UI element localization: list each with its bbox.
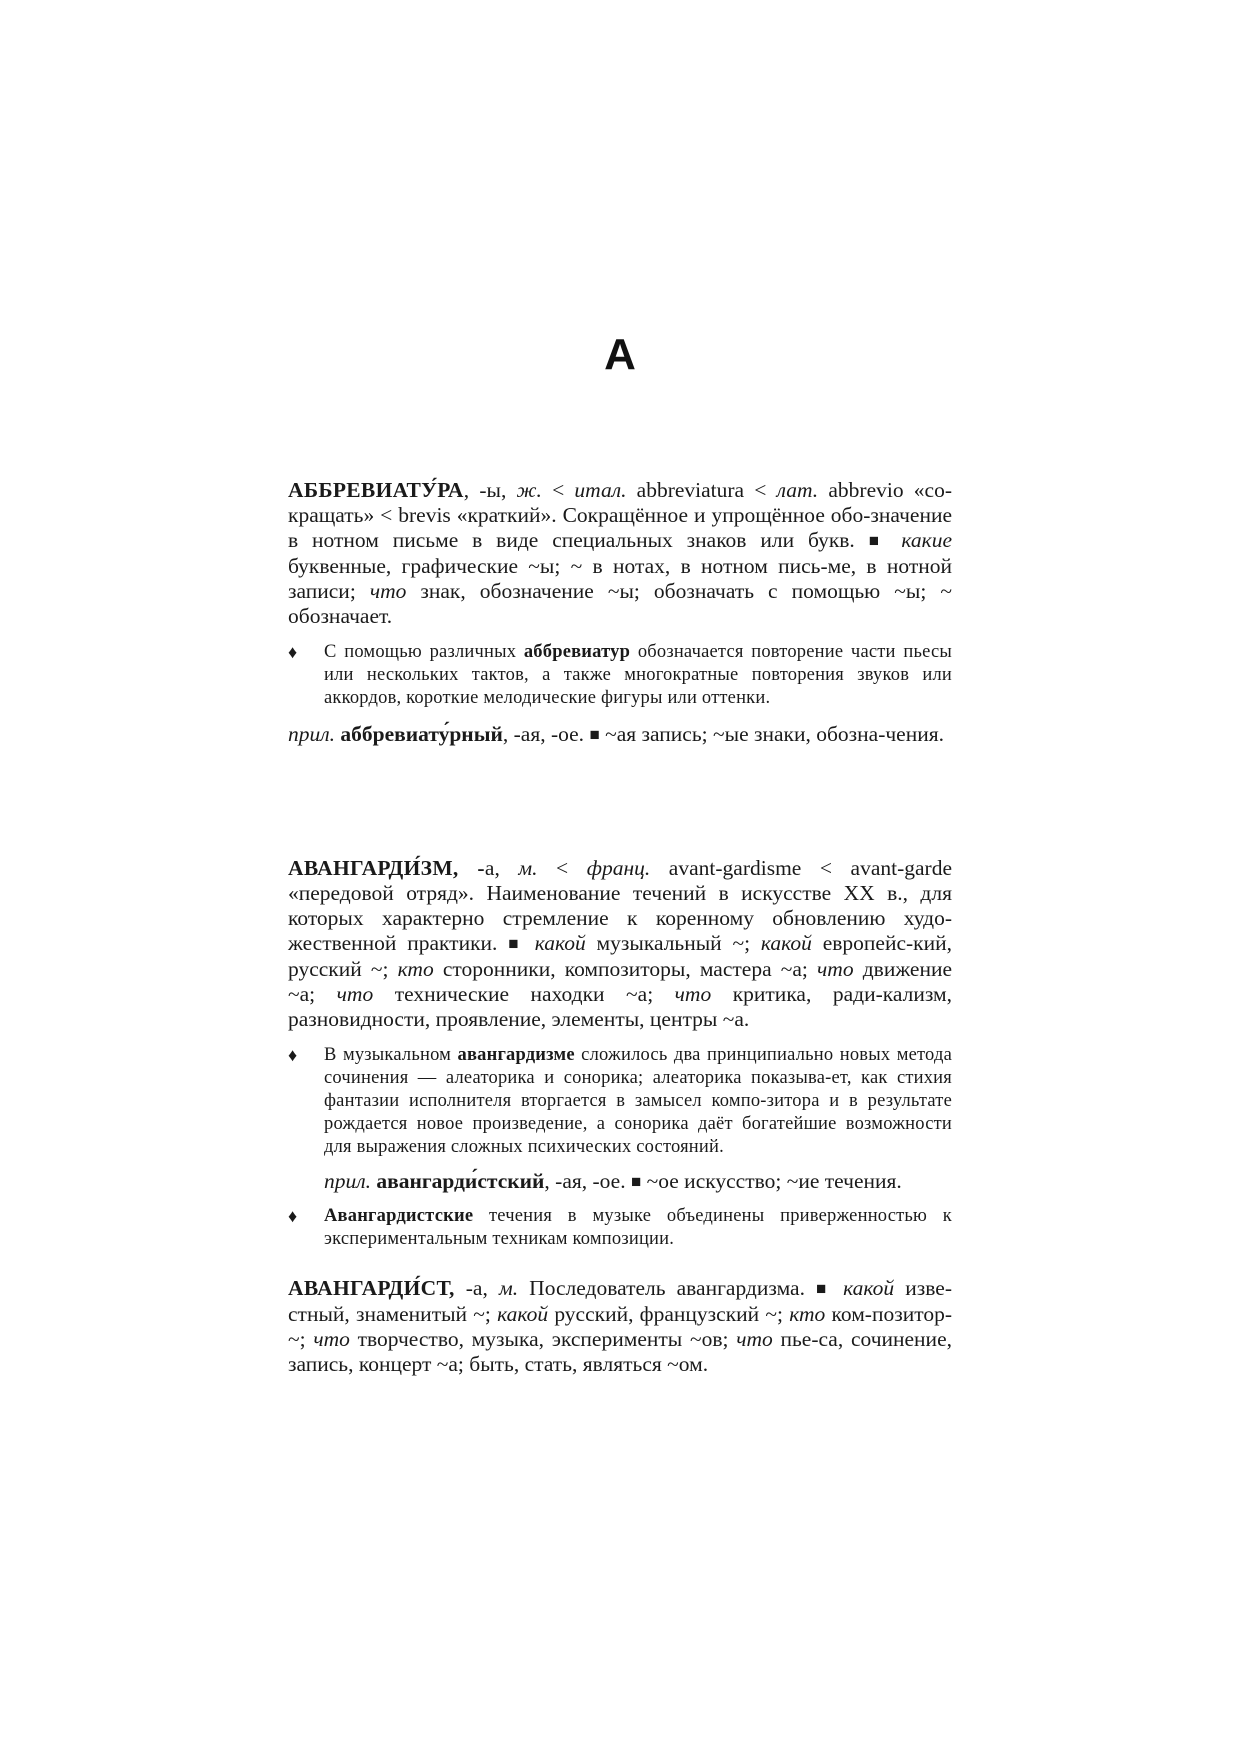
collocation-square-icon: ■ (868, 531, 888, 550)
grammar: , -ая, -ое. (502, 722, 590, 746)
etymology: abbreviatura < (626, 478, 777, 502)
pos-label: прил. (288, 722, 335, 746)
collocation-label: какие (901, 528, 952, 552)
gender-label: ж. (516, 478, 542, 502)
language-label: франц. (586, 856, 651, 880)
derived-word: аббревиату́рный (340, 722, 503, 746)
collocation-text: музыкальный ~; (585, 931, 761, 955)
collocation-label: какой (497, 1302, 549, 1326)
headword: АВАНГАРДИ́СТ, (288, 1276, 455, 1300)
usage-example (288, 1044, 952, 1159)
collocation-label: какой (534, 931, 586, 955)
headword: АББРЕВИАТУ́РА (288, 478, 464, 502)
collocation-text: критика, ради-кализм, разновидности, проявление, элементы, центры ~а. (288, 982, 952, 1031)
example-keyword: авангардизме (457, 1045, 575, 1065)
example-keyword: Авангардистские (324, 1206, 474, 1226)
gender-label: м. (498, 1276, 519, 1300)
collocation-label: какой (760, 931, 812, 955)
definition-text: Последователь авангардизма. (518, 1276, 817, 1300)
section-letter: А (604, 330, 636, 379)
collocation-square-icon: ■ (589, 725, 600, 744)
example-keyword: аббревиатур (523, 642, 631, 662)
derived-word: авангарди́стский (376, 1169, 545, 1193)
etymology-definition: abbrevio «со-кращать» < brevis «краткий». Сокращённое и упрощённое обо-значение в нотном письме в виде специальных знаков или букв. (288, 478, 953, 552)
example-text: В музыкальном (324, 1045, 458, 1065)
example-text: С помощью различных (324, 642, 524, 662)
pos-label: прил. (324, 1169, 371, 1193)
grammar: -а, (454, 1276, 499, 1300)
entry-avangardizm (288, 856, 952, 1251)
collocation-label: какой (843, 1276, 895, 1300)
entry-abbreviatura (288, 478, 952, 748)
usage-example (288, 641, 952, 710)
collocation-label: что (369, 579, 407, 603)
example-text: течения в музыке объединены приверженностью к экспериментальным техникам композиции. (324, 1206, 952, 1249)
example-text: сложилось два принципиально новых метода сочинения — алеаторика и сонорика; алеаторика показыва-ет, как стихия фантазии исполнителя вторгается в замысел компо-зитора и в результате рождается новое произведение, а сонорика даёт богатейшие возможности для выражения сложных психических состояний. (324, 1045, 952, 1157)
collocation-text: ком-позитор-~; (288, 1302, 952, 1351)
entry-definition (288, 478, 952, 629)
entry-definition (288, 856, 952, 1032)
usage-example (288, 1205, 952, 1251)
collocation-label: что (674, 982, 712, 1006)
collocation-text: ~ая запись; ~ые знаки, обозна-чения. (599, 722, 945, 746)
collocation-text: технические находки ~а; (373, 982, 675, 1006)
collocation-label: кто (789, 1302, 826, 1326)
language-label: лат. (776, 478, 819, 502)
collocation-text: сторонники, композиторы, мастера ~а; (433, 957, 818, 981)
collocation-square-icon: ■ (816, 1279, 833, 1298)
entry-definition (288, 1276, 952, 1377)
diamond-icon: ♦ (288, 642, 298, 662)
collocation-text: буквенные, графические ~ы; ~ в нотах, в нотном пись-ме, в нотной записи; (288, 554, 952, 603)
collocation-label: что (336, 982, 374, 1006)
derived-adjective (288, 722, 952, 748)
collocation-label: что (736, 1327, 773, 1351)
collocation-label: что (817, 957, 854, 981)
collocation-label: что (313, 1327, 350, 1351)
collocation-square-icon: ■ (630, 1172, 642, 1191)
entry-avangardist (288, 1276, 952, 1377)
collocation-square-icon: ■ (508, 934, 524, 953)
language-label: итал. (574, 478, 627, 502)
collocation-text: европейс-кий, русский ~; (288, 931, 952, 981)
collocation-text: русский, французский ~; (548, 1302, 790, 1326)
collocation-text: ~ое искусство; ~ие течения. (641, 1169, 902, 1193)
example-text: обозначается повторение части пьесы или нескольких тактов, а также многократные повторения звуков или аккордов, короткие мелодические фигуры или оттенки. (324, 642, 952, 708)
collocation-text: пье-са, сочинение, запись, концерт ~а; быть, стать, являться ~ом. (288, 1327, 952, 1376)
collocation-text: творчество, музыка, эксперименты ~ов; (349, 1327, 737, 1351)
collocation-text: изве-стный, знаменитый ~; (288, 1276, 953, 1326)
gender-label: м. (518, 856, 538, 880)
headword: АВАНГАРДИ́ЗМ, - (288, 856, 485, 880)
collocation-label: кто (397, 957, 434, 981)
collocation-text: движение ~а; (288, 957, 952, 1006)
grammar: , -ы, (463, 478, 517, 502)
grammar: , -ая, -ое. (544, 1169, 631, 1193)
diamond-icon: ♦ (288, 1206, 298, 1226)
derived-adjective (288, 1169, 952, 1195)
etym-sep: < (537, 856, 587, 880)
collocation-text: знак, обозначение ~ы; обозначать с помощью ~ы; ~ обозначает. (288, 579, 952, 628)
etymology-definition: avant-gardisme < avant-garde «передовой отряд». Наименование течений в искусстве XX в., для которых характерно стремление к коренному обновлению худо-жественной практики. (288, 856, 953, 955)
diamond-icon: ♦ (288, 1045, 298, 1065)
grammar: а, (484, 856, 519, 880)
etym-sep: < (541, 478, 575, 502)
